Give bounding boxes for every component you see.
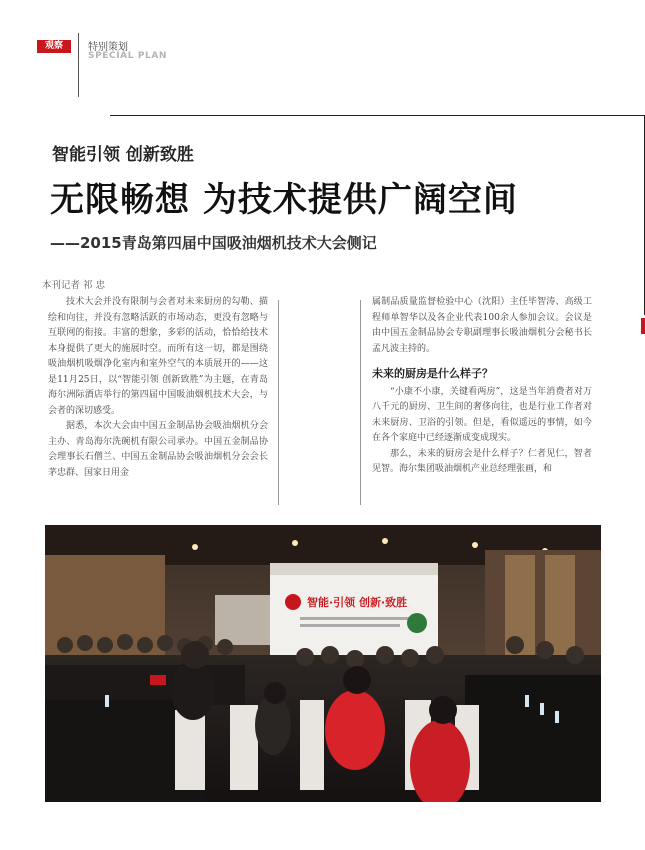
paragraph: “小康不小康，关键看两房”，这是当年消费者对万八千元的厨房、卫生间的奢侈向往，也是行业工作者对未来厨房、卫浴的引领。但是，看似遥远的事情，如今在各个家庭中已经逐渐成变成现实。 xyxy=(372,386,592,443)
byline: 本刊记者 祁 忠 xyxy=(42,280,106,291)
article-title: 无限畅想 为技术提供广阔空间 xyxy=(50,180,518,220)
section-name: 特别策划 xyxy=(88,42,128,53)
article-subtitle: ——2015青岛第四届中国吸油烟机技术大会侧记 xyxy=(50,234,377,252)
article-kicker: 智能引领 创新致胜 xyxy=(52,145,194,165)
paragraph: 那么，未来的厨房会是什么样子？仁者见仁，智者见智。海尔集团吸油烟机产业总经理张画，和 xyxy=(372,448,592,474)
section-heading: 未来的厨房是什么样子？ xyxy=(372,367,493,380)
conference-photo xyxy=(45,525,601,802)
body-column-right xyxy=(372,295,592,478)
section-name-english: SPECIAL PLAN xyxy=(88,51,168,61)
header-divider xyxy=(78,33,79,97)
top-rule xyxy=(110,115,645,116)
right-edge-mark xyxy=(641,318,645,334)
column-divider xyxy=(278,300,279,505)
screen-slogan: 智能·引领 创新·致胜 xyxy=(307,596,408,609)
paragraph: 技术大会并没有限制与会者对未来厨房的勾勒、描绘和向往，并没有忽略活跃的市场动态，更没有忽略与互联网的衔接。丰富的想象，多彩的活动，恰恰给技术本身提供了更大的施展时空。而所有这一切，都是围绕吸油烟机吸烟净化室内和室外空气的本质展开的——这是11月25日，以“智能引领 创新致胜”为主题，在青岛海尔洲际酒店举行的第四届中国吸油烟机技术大会，与会者的深切感受。 xyxy=(48,297,268,416)
paragraph: 属制品质量监督检验中心（沈阳）主任毕智涛、高级工程师单智华以及各企业代表100余人参加会议。会议是由中国五金制品协会专职副理事长吸油烟机分会秘书长孟凡波主持的。 xyxy=(372,297,592,354)
paragraph: 据悉，本次大会由中国五金制品协会吸油烟机分会主办、青岛海尔洗碗机有限公司承办。中国五金制品协会理事长石僧兰、中国五金制品协会吸油烟机分会会长茅忠群、国家日用金 xyxy=(48,421,268,478)
section-tag: 观察 xyxy=(37,40,71,53)
body-column-left xyxy=(48,295,268,481)
column-divider xyxy=(360,300,361,505)
